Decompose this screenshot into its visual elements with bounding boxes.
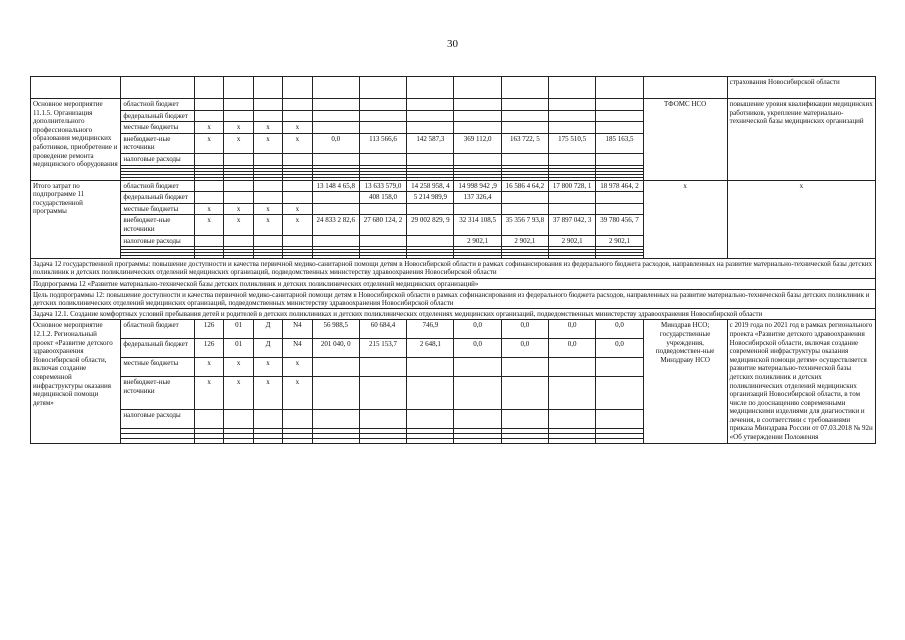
amount-cell — [549, 192, 596, 204]
amount-cell — [549, 203, 596, 215]
result-text: повышение уровня квалификации медицинских работников, укрепление материально-технической базы медицинских организаций — [727, 99, 875, 181]
budget-code: х — [253, 203, 282, 215]
amount-cell — [407, 153, 454, 165]
amount-cell — [596, 110, 643, 122]
amount-cell: 2 648,1 — [407, 339, 454, 358]
total-subprogram-11 — [31, 180, 876, 259]
empty-cell — [224, 438, 253, 443]
amount-cell — [596, 358, 643, 377]
amount-cell — [312, 358, 359, 377]
funding-source: внебюджет-ные источники — [121, 377, 195, 410]
budget-code: х — [253, 377, 282, 410]
budget-code: х — [283, 358, 312, 377]
amount-cell: 163 722, 5 — [501, 133, 548, 153]
budget-code: х — [283, 203, 312, 215]
budget-code: х — [283, 122, 312, 134]
budget-code: х — [283, 215, 312, 235]
budget-code: х — [194, 133, 223, 153]
amount-cell: 27 680 124, 2 — [359, 215, 406, 235]
task-12-1-text: Задача 12.1. Создание комфортных условий пребывания детей и родителей в детских поликлиниках и детских поликлинических отделениях медицинских организаций, подведомственных министерству здравоохранения Новосибирской области — [31, 309, 876, 320]
result-text: страхования Новосибирской области — [727, 77, 875, 99]
budget-code: х — [224, 377, 253, 410]
empty-cell — [359, 438, 406, 443]
empty-cell — [312, 438, 359, 443]
amount-cell — [454, 358, 501, 377]
amount-cell — [359, 203, 406, 215]
measure-name: Основное мероприятие 12.1.2. Региональный проект «Развитие детского здравоохранения Новосибирской области, включая создание современной инфраструктуры оказания медицинской помощи детям» — [31, 320, 121, 443]
budget-code — [194, 110, 223, 122]
budget-code — [253, 192, 282, 204]
page-number: 30 — [447, 38, 458, 50]
budget-code: 126 — [194, 339, 223, 358]
amount-cell — [407, 203, 454, 215]
amount-cell — [312, 235, 359, 247]
funding-source: внебюджет-ные источники — [121, 215, 195, 235]
amount-cell — [501, 377, 548, 410]
result-text: х — [727, 180, 875, 259]
budget-code: х — [194, 358, 223, 377]
budget-code: 01 — [224, 339, 253, 358]
amount-cell — [407, 110, 454, 122]
amount-cell: 35 356 7 93,8 — [501, 215, 548, 235]
amount-cell — [359, 153, 406, 165]
budget-code — [224, 410, 253, 429]
budget-code — [283, 153, 312, 165]
amount-cell — [549, 122, 596, 134]
amount-cell: 0,0 — [549, 339, 596, 358]
budget-code — [224, 192, 253, 204]
budget-code: х — [194, 377, 223, 410]
budget-code — [253, 153, 282, 165]
amount-cell — [596, 122, 643, 134]
measure-12-1-2 — [31, 320, 876, 443]
amount-cell — [549, 410, 596, 429]
amount-cell: 137 326,4 — [454, 192, 501, 204]
amount-cell — [407, 122, 454, 134]
budget-code — [194, 235, 223, 247]
budget-code — [224, 153, 253, 165]
budget-code: х — [224, 203, 253, 215]
budget-code — [194, 153, 223, 165]
amount-cell — [312, 110, 359, 122]
budget-code — [194, 99, 223, 111]
amount-cell: 39 780 456, 7 — [596, 215, 643, 235]
amount-cell — [596, 192, 643, 204]
amount-cell: 60 684,4 — [359, 320, 406, 339]
band-row — [31, 259, 876, 278]
budget-code — [194, 410, 223, 429]
budget-code — [253, 235, 282, 247]
amount-cell — [549, 153, 596, 165]
continuation-row — [31, 77, 876, 99]
amount-cell: 37 897 042, 3 — [549, 215, 596, 235]
budget-code — [283, 110, 312, 122]
table-row — [31, 320, 876, 339]
funding-source: областной бюджет — [121, 99, 195, 111]
amount-cell — [312, 203, 359, 215]
amount-cell — [359, 110, 406, 122]
result-text: с 2019 года по 2021 год в рамках регионального проекта «Развитие детского здравоохранения Новосибирской области, включая создание современной инфраструктуры оказания медицинской помощи детям» осуществляется развитие материально-технической базы детских поликлиник и детских поликлинических отделений медицинских организаций Новосибирской области, в том числе по дооснащению современными медицинскими изделиями для диагностики и лечения, в соответствии с требованиями приказа Минздрава России от 07.03.2018 № 92н «Об утверждении Положения — [727, 320, 875, 443]
amount-cell: 14 258 958, 4 — [407, 180, 454, 192]
funding-source: областной бюджет — [121, 180, 195, 192]
amount-cell: 185 163,5 — [596, 133, 643, 153]
empty-cell — [501, 438, 548, 443]
budget-code — [224, 99, 253, 111]
amount-cell — [596, 410, 643, 429]
amount-cell: 13 633 579,0 — [359, 180, 406, 192]
amount-cell — [407, 358, 454, 377]
budget-code — [224, 235, 253, 247]
table-row — [31, 180, 876, 192]
amount-cell — [454, 377, 501, 410]
budget-code: Д — [253, 320, 282, 339]
amount-cell: 142 587,3 — [407, 133, 454, 153]
budget-code: х — [253, 122, 282, 134]
funding-source: налоговые расходы — [121, 235, 195, 247]
budget-code: х — [224, 215, 253, 235]
amount-cell: 29 002 829, 9 — [407, 215, 454, 235]
amount-cell: 32 314 108,5 — [454, 215, 501, 235]
amount-cell — [501, 99, 548, 111]
budget-table — [30, 76, 876, 444]
budget-code: х — [253, 215, 282, 235]
amount-cell — [596, 377, 643, 410]
amount-cell: 2 902,1 — [501, 235, 548, 247]
empty-cell — [253, 438, 282, 443]
empty-cell — [194, 438, 223, 443]
amount-cell: 24 833 2 82,6 — [312, 215, 359, 235]
amount-cell: 13 148 4 65,8 — [312, 180, 359, 192]
funding-source: налоговые расходы — [121, 153, 195, 165]
budget-code: х — [224, 358, 253, 377]
empty-cell — [121, 438, 195, 443]
funding-source: федеральный бюджет — [121, 339, 195, 358]
amount-cell: 2 902,1 — [596, 235, 643, 247]
funding-source: областной бюджет — [121, 320, 195, 339]
amount-cell: 2 902,1 — [549, 235, 596, 247]
subprogram-12-title: Подпрограмма 12 «Развитие материально-технической базы детских поликлиник и детских поликлинических отделений медицинских организаций» — [31, 278, 876, 289]
amount-cell — [454, 99, 501, 111]
amount-cell — [312, 410, 359, 429]
budget-code — [194, 192, 223, 204]
budget-code — [283, 99, 312, 111]
budget-code: х — [224, 133, 253, 153]
budget-code — [283, 235, 312, 247]
amount-cell: 0,0 — [501, 320, 548, 339]
amount-cell — [596, 153, 643, 165]
budget-code: х — [194, 215, 223, 235]
budget-code: х — [283, 133, 312, 153]
amount-cell — [549, 377, 596, 410]
amount-cell: 16 586 4 64,2 — [501, 180, 548, 192]
amount-cell — [454, 410, 501, 429]
budget-code — [253, 180, 282, 192]
amount-cell — [454, 110, 501, 122]
table-row — [31, 99, 876, 111]
budget-code — [253, 99, 282, 111]
amount-cell — [454, 122, 501, 134]
budget-code: х — [194, 203, 223, 215]
amount-cell: 175 510,5 — [549, 133, 596, 153]
funding-source: местные бюджеты — [121, 122, 195, 134]
amount-cell: 56 988,5 — [312, 320, 359, 339]
amount-cell — [501, 410, 548, 429]
amount-cell — [359, 358, 406, 377]
amount-cell: 0,0 — [596, 339, 643, 358]
amount-cell — [359, 99, 406, 111]
amount-cell — [312, 192, 359, 204]
empty-cell — [454, 438, 501, 443]
funding-source: федеральный бюджет — [121, 192, 195, 204]
funding-source: местные бюджеты — [121, 358, 195, 377]
measure-name: Основное мероприятие 11.1.5. Организация дополнительного профессионального образования медицинских работников, приобретение и проведение ремонта медицинского оборудования — [31, 99, 121, 181]
budget-code: Д — [253, 339, 282, 358]
budget-code: х — [253, 358, 282, 377]
budget-code: х — [283, 377, 312, 410]
budget-code — [224, 180, 253, 192]
amount-cell — [312, 377, 359, 410]
band-row — [31, 309, 876, 320]
task-12-text: Задача 12 государственной программы: повышение доступности и качества первичной медико-санитарной помощи детям в Новосибирской области в рамках софинансирования из федерального бюджета расходов, направленных на развитие материально-технической базы детских поликлиник и детских поликлинических отделений медицинских организаций, подведомственных министерству здравоохранения Новосибирской области — [31, 259, 876, 278]
measure-name: Итого затрат по подпрограмме 11 государственной программы — [31, 180, 121, 259]
amount-cell — [407, 377, 454, 410]
amount-cell: 0,0 — [501, 339, 548, 358]
amount-cell: 0,0 — [596, 320, 643, 339]
amount-cell: 0,0 — [454, 339, 501, 358]
executor-cell: Минздрав НСО; государственные учреждения, подведомствен-ные Минздраву НСО — [643, 320, 727, 443]
amount-cell — [596, 203, 643, 215]
amount-cell: 0,0 — [312, 133, 359, 153]
amount-cell — [312, 122, 359, 134]
funding-source: налоговые расходы — [121, 410, 195, 429]
budget-code — [253, 410, 282, 429]
budget-code — [253, 110, 282, 122]
amount-cell — [454, 203, 501, 215]
amount-cell — [407, 235, 454, 247]
funding-source: внебюджет-ные источники — [121, 133, 195, 153]
amount-cell — [501, 110, 548, 122]
budget-code: N4 — [283, 320, 312, 339]
budget-code — [224, 110, 253, 122]
amount-cell — [549, 358, 596, 377]
empty-cell — [283, 438, 312, 443]
budget-code — [283, 410, 312, 429]
amount-cell: 369 112,0 — [454, 133, 501, 153]
amount-cell — [359, 122, 406, 134]
band-row — [31, 278, 876, 289]
amount-cell: 113 566,6 — [359, 133, 406, 153]
budget-code: х — [253, 133, 282, 153]
budget-code: N4 — [283, 339, 312, 358]
budget-code: 126 — [194, 320, 223, 339]
amount-cell — [501, 192, 548, 204]
amount-cell: 746,9 — [407, 320, 454, 339]
amount-cell: 5 214 989,9 — [407, 192, 454, 204]
amount-cell: 0,0 — [549, 320, 596, 339]
amount-cell — [359, 235, 406, 247]
amount-cell — [312, 153, 359, 165]
amount-cell: 2 902,1 — [454, 235, 501, 247]
amount-cell — [549, 99, 596, 111]
amount-cell — [407, 99, 454, 111]
amount-cell — [501, 122, 548, 134]
amount-cell: 17 800 728, 1 — [549, 180, 596, 192]
budget-code — [194, 180, 223, 192]
band-row — [31, 289, 876, 308]
amount-cell: 215 153,7 — [359, 339, 406, 358]
budget-code — [283, 192, 312, 204]
amount-cell — [501, 153, 548, 165]
amount-cell — [596, 99, 643, 111]
budget-code: 01 — [224, 320, 253, 339]
budget-code: х — [224, 122, 253, 134]
amount-cell: 18 978 464, 2 — [596, 180, 643, 192]
amount-cell — [454, 153, 501, 165]
amount-cell — [501, 358, 548, 377]
amount-cell: 0,0 — [454, 320, 501, 339]
funding-source: местные бюджеты — [121, 203, 195, 215]
amount-cell — [359, 410, 406, 429]
amount-cell — [501, 203, 548, 215]
empty-cell — [549, 438, 596, 443]
executor-cell: х — [643, 180, 727, 259]
amount-cell — [312, 99, 359, 111]
amount-cell — [407, 410, 454, 429]
funding-source: федеральный бюджет — [121, 110, 195, 122]
executor-cell: ТФОМС НСО — [643, 99, 727, 181]
empty-cell — [407, 438, 454, 443]
amount-cell: 408 158,0 — [359, 192, 406, 204]
empty-cell — [596, 438, 643, 443]
budget-code — [283, 180, 312, 192]
amount-cell — [359, 377, 406, 410]
budget-code: х — [194, 122, 223, 134]
amount-cell: 201 040, 0 — [312, 339, 359, 358]
goal-12-text: Цель подпрограммы 12: повышение доступности и качества первичной медико-санитарной помощи детям в Новосибирской области в рамках софинансирования из федерального бюджета расходов, направленных на развитие материально-технической базы детских поликлиник и детских поликлинических отделений медицинских организаций, подведомственных министерству здравоохранения Новосибирской области — [31, 289, 876, 308]
amount-cell: 14 998 942 ,9 — [454, 180, 501, 192]
measure-11-1-5 — [31, 99, 876, 181]
amount-cell — [549, 110, 596, 122]
